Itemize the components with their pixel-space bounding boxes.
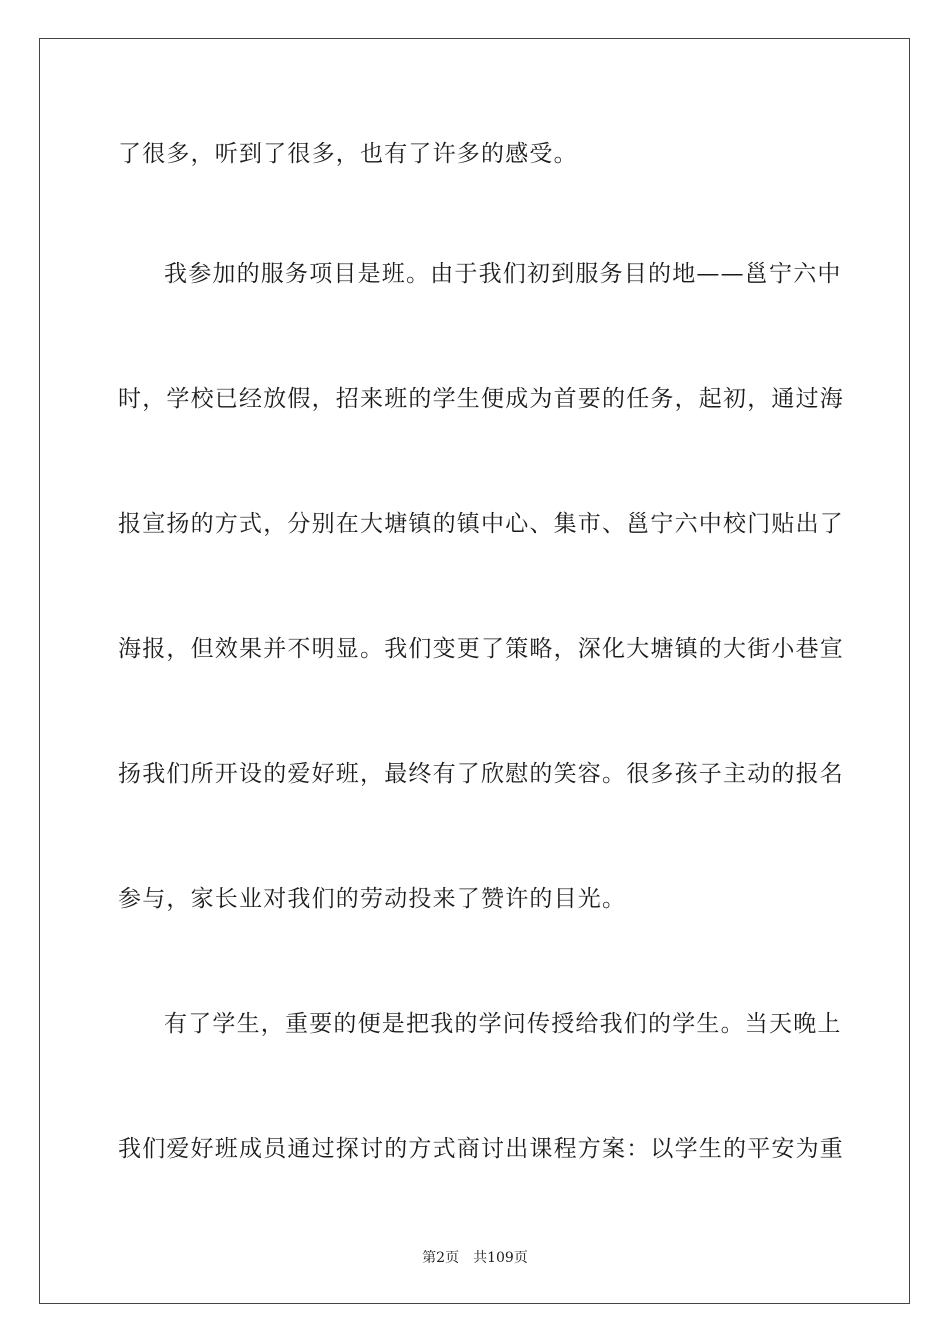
text-line-1: 了很多，听到了很多，也有了许多的感受。 <box>118 141 578 167</box>
page-footer <box>0 1247 950 1267</box>
text-line-4: 报宣扬的方式，分别在大塘镇的镇中心、集市、邕宁六中校门贴出了 <box>118 511 844 537</box>
page-number: 第2页 <box>422 1250 460 1266</box>
text-line-9: 我们爱好班成员通过探讨的方式商讨出课程方案：以学生的平安为重 <box>118 1136 844 1162</box>
text-line-8: 有了学生，重要的便是把我的学问传授给我们的学生。当天晚上 <box>164 1011 842 1037</box>
text-line-3: 时，学校已经放假，招来班的学生便成为首要的任务，起初，通过海 <box>118 386 844 412</box>
text-line-6: 扬我们所开设的爱好班，最终有了欣慰的笑容。很多孩子主动的报名 <box>118 761 844 787</box>
text-line-5: 海报，但效果并不明显。我们变更了策略，深化大塘镇的大街小巷宣 <box>118 636 844 662</box>
page-border <box>39 38 910 1304</box>
total-pages: 共109页 <box>473 1250 528 1266</box>
text-line-2: 我参加的服务项目是班。由于我们初到服务目的地——邕宁六中 <box>164 261 842 287</box>
text-line-7: 参与，家长业对我们的劳动投来了赞许的目光。 <box>118 886 627 912</box>
